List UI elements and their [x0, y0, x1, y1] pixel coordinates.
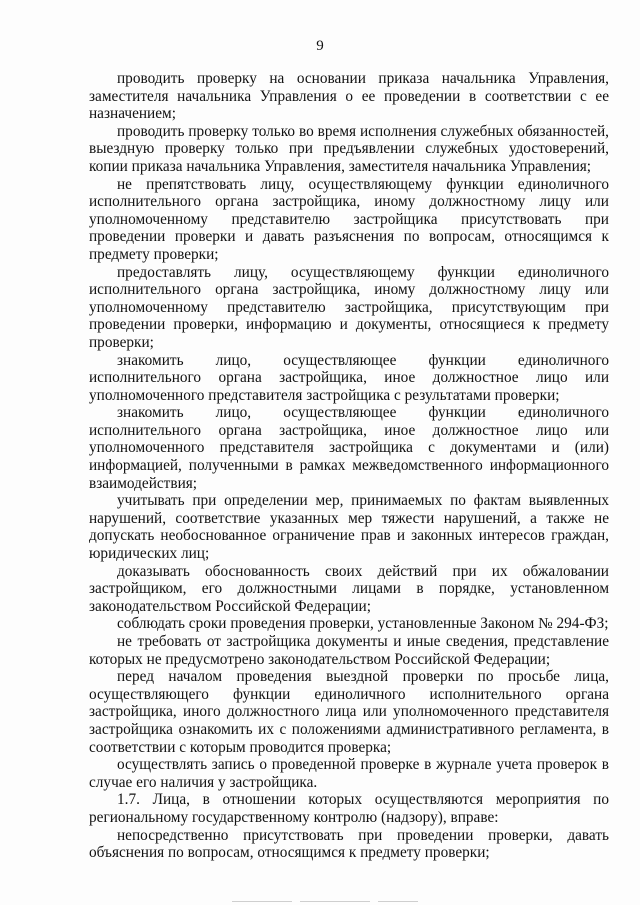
paragraph: соблюдать сроки проведения проверки, установленные Законом № 294-ФЗ; [117, 615, 609, 633]
paragraph: предоставлять лицу, осуществляющему функции единоличного исполнительного органа застройщика, иному должностному лицу или уполномоченному представителю застройщика, присутствующим при проведении проверки, информацию и документы, относящиеся к предмету проверки; [89, 263, 609, 351]
paragraph: осуществлять запись о проведенной проверке в журнале учета проверок в случае его наличия у застройщика. [89, 756, 609, 791]
paragraph: перед началом проведения выездной проверки по просьбе лица, осуществляющего функции единоличного исполнительного органа застройщика, иного должностного лица или уполномоченного представителя застройщика ознакомить их с положениями административного регламента, в соответствии с которым проводится проверка; [89, 668, 609, 756]
paragraph: доказывать обоснованность своих действий при их обжаловании застройщиком, его должностными лицами в порядке, установленном законодательством Российской Федерации; [89, 562, 609, 615]
paragraph: знакомить лицо, осуществляющее функции единоличного исполнительного органа застройщика, иное должностное лицо или уполномоченного представителя застройщика с результатами проверки; [89, 351, 609, 404]
paragraph: непосредственно присутствовать при проведении проверки, давать объяснения по вопросам, относящимся к предмету проверки; [89, 826, 609, 862]
paragraph: проводить проверку на основании приказа начальника Управления, заместителя начальника Управления о ее проведении в соответствии с ее назначением; [89, 70, 609, 123]
paragraph: 1.7. Лица, в отношении которых осуществляются мероприятия по региональному государственному контролю (надзору), вправе: [89, 791, 609, 826]
paragraph: не требовать от застройщика документы и иные сведения, представление которых не предусмотрено законодательством Российской Федерации; [89, 633, 609, 668]
scan-artifact-line [232, 901, 292, 902]
scan-artifact-line [300, 901, 370, 902]
scan-artifact-line [378, 901, 418, 902]
paragraph: не препятствовать лицу, осуществляющему функции единоличного исполнительного органа застройщика, иному должностному лицу или уполномоченному представителю застройщика присутствовать при проведении проверки и давать разъяснения по вопросам, относящимся к предмету проверки; [89, 175, 609, 263]
paragraph: учитывать при определении мер, принимаемых по фактам выявленных нарушений, соответствие указанных мер тяжести нарушений, а также не допускать необоснованное ограничение прав и законных интересов граждан, юридических лиц; [89, 492, 609, 563]
body-text [89, 70, 609, 862]
paragraph: проводить проверку только во время исполнения служебных обязанностей, выездную проверку только при предъявлении служебных удостоверений, копии приказа начальника Управления, заместителя начальника Управления; [89, 122, 609, 175]
page-number: 9 [316, 38, 324, 54]
paragraph: знакомить лицо, осуществляющее функции единоличного исполнительного органа застройщика, иное должностное лицо или уполномоченного представителя застройщика с документами и (или) информацией, полученными в рамках межведомственного информационного взаимодействия; [89, 404, 609, 492]
